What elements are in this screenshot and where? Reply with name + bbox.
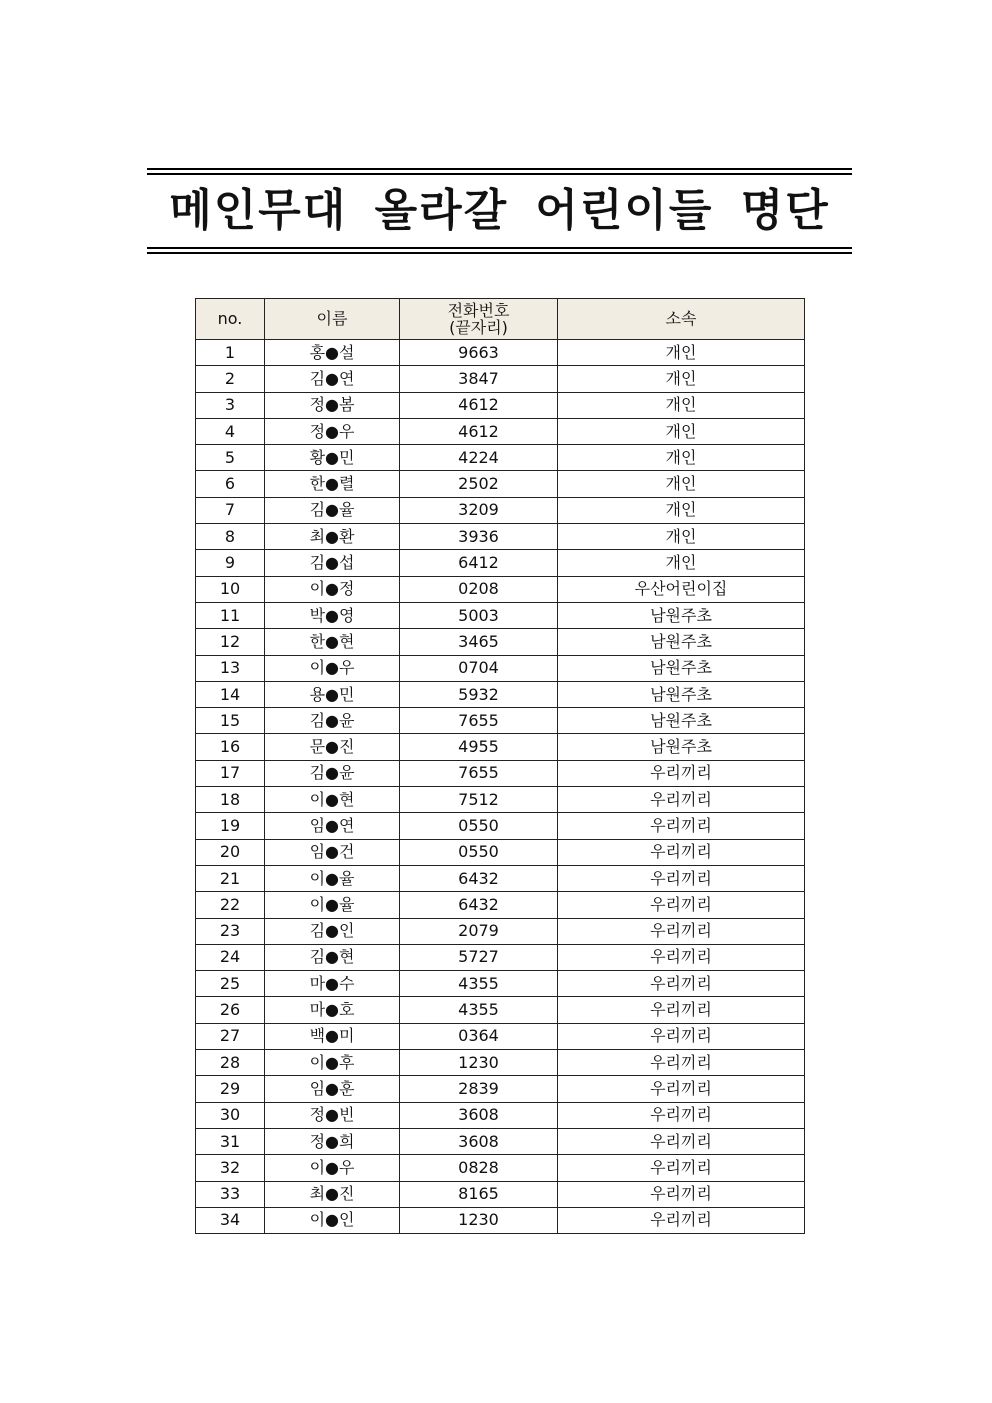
cell-org: 개인 (558, 445, 805, 471)
title-block (147, 168, 852, 254)
table-row (196, 524, 805, 550)
cell-no: 14 (196, 681, 265, 707)
cell-org: 개인 (558, 550, 805, 576)
cell-name: 이●후 (265, 1050, 400, 1076)
cell-no: 16 (196, 734, 265, 760)
cell-org: 개인 (558, 366, 805, 392)
table-row (196, 1076, 805, 1102)
cell-no: 21 (196, 865, 265, 891)
cell-org: 남원주초 (558, 734, 805, 760)
cell-no: 18 (196, 787, 265, 813)
cell-name: 임●연 (265, 813, 400, 839)
cell-no: 5 (196, 445, 265, 471)
cell-phone: 3847 (400, 366, 558, 392)
cell-phone: 8165 (400, 1181, 558, 1207)
cell-no: 33 (196, 1181, 265, 1207)
cell-org: 우리끼리 (558, 1207, 805, 1233)
cell-phone: 3465 (400, 629, 558, 655)
cell-phone: 1230 (400, 1207, 558, 1233)
cell-org: 우리끼리 (558, 971, 805, 997)
cell-org: 개인 (558, 418, 805, 444)
cell-phone: 4955 (400, 734, 558, 760)
cell-org: 남원주초 (558, 629, 805, 655)
cell-name: 이●율 (265, 892, 400, 918)
table-row (196, 708, 805, 734)
cell-name: 김●연 (265, 366, 400, 392)
cell-name: 박●영 (265, 602, 400, 628)
table-row (196, 471, 805, 497)
cell-phone: 6412 (400, 550, 558, 576)
cell-no: 34 (196, 1207, 265, 1233)
cell-phone: 4355 (400, 997, 558, 1023)
table-row (196, 971, 805, 997)
table-row (196, 418, 805, 444)
cell-name: 정●봄 (265, 392, 400, 418)
cell-name: 정●희 (265, 1128, 400, 1154)
cell-name: 최●진 (265, 1181, 400, 1207)
table-row (196, 734, 805, 760)
cell-name: 정●우 (265, 418, 400, 444)
cell-org: 우리끼리 (558, 997, 805, 1023)
table-row (196, 1181, 805, 1207)
cell-name: 김●섭 (265, 550, 400, 576)
cell-org: 개인 (558, 497, 805, 523)
table-row (196, 1128, 805, 1154)
cell-name: 이●인 (265, 1207, 400, 1233)
cell-phone: 0364 (400, 1023, 558, 1049)
table-row (196, 1207, 805, 1233)
table-row (196, 787, 805, 813)
roster-table (195, 298, 805, 1234)
cell-name: 홍●설 (265, 340, 400, 366)
page-title: 메인무대 올라갈 어린이들 명단 (169, 185, 830, 236)
table-row (196, 892, 805, 918)
cell-org: 우리끼리 (558, 918, 805, 944)
table-row (196, 997, 805, 1023)
cell-org: 우산어린이집 (558, 576, 805, 602)
cell-name: 마●수 (265, 971, 400, 997)
cell-org: 우리끼리 (558, 865, 805, 891)
cell-no: 27 (196, 1023, 265, 1049)
table-row (196, 1023, 805, 1049)
header-no: no. (196, 299, 265, 340)
cell-phone: 4612 (400, 392, 558, 418)
cell-no: 31 (196, 1128, 265, 1154)
cell-org: 우리끼리 (558, 892, 805, 918)
cell-name: 문●진 (265, 734, 400, 760)
cell-phone: 7512 (400, 787, 558, 813)
cell-phone: 0828 (400, 1155, 558, 1181)
table-row (196, 681, 805, 707)
cell-org: 남원주초 (558, 681, 805, 707)
cell-no: 30 (196, 1102, 265, 1128)
cell-phone: 0704 (400, 655, 558, 681)
table-header-row (196, 299, 805, 340)
table-row (196, 944, 805, 970)
cell-org: 개인 (558, 340, 805, 366)
cell-org: 우리끼리 (558, 1128, 805, 1154)
cell-name: 임●훈 (265, 1076, 400, 1102)
cell-org: 우리끼리 (558, 1023, 805, 1049)
cell-name: 정●빈 (265, 1102, 400, 1128)
cell-phone: 7655 (400, 760, 558, 786)
header-org: 소속 (558, 299, 805, 340)
cell-name: 백●미 (265, 1023, 400, 1049)
table-row (196, 392, 805, 418)
cell-phone: 6432 (400, 892, 558, 918)
cell-no: 11 (196, 602, 265, 628)
cell-no: 32 (196, 1155, 265, 1181)
cell-phone: 4224 (400, 445, 558, 471)
header-phone-line2: (끝자리) (449, 318, 508, 337)
cell-phone: 4355 (400, 971, 558, 997)
cell-phone: 1230 (400, 1050, 558, 1076)
cell-no: 7 (196, 497, 265, 523)
cell-org: 남원주초 (558, 602, 805, 628)
cell-no: 6 (196, 471, 265, 497)
cell-org: 우리끼리 (558, 1102, 805, 1128)
cell-name: 김●윤 (265, 708, 400, 734)
cell-name: 최●환 (265, 524, 400, 550)
cell-org: 남원주초 (558, 708, 805, 734)
cell-name: 임●건 (265, 839, 400, 865)
cell-phone: 2079 (400, 918, 558, 944)
cell-no: 1 (196, 340, 265, 366)
cell-phone: 0550 (400, 839, 558, 865)
cell-phone: 7655 (400, 708, 558, 734)
cell-phone: 2839 (400, 1076, 558, 1102)
table-row (196, 497, 805, 523)
cell-no: 17 (196, 760, 265, 786)
cell-name: 이●율 (265, 865, 400, 891)
cell-no: 24 (196, 944, 265, 970)
table-row (196, 602, 805, 628)
title-bottom-rule-inner (147, 247, 852, 249)
cell-name: 황●민 (265, 445, 400, 471)
table-row (196, 445, 805, 471)
cell-name: 한●렬 (265, 471, 400, 497)
table-row (196, 865, 805, 891)
cell-org: 우리끼리 (558, 1181, 805, 1207)
cell-no: 4 (196, 418, 265, 444)
cell-org: 우리끼리 (558, 839, 805, 865)
cell-org: 우리끼리 (558, 1076, 805, 1102)
cell-name: 김●율 (265, 497, 400, 523)
cell-phone: 2502 (400, 471, 558, 497)
cell-phone: 5003 (400, 602, 558, 628)
cell-name: 김●인 (265, 918, 400, 944)
cell-phone: 3608 (400, 1102, 558, 1128)
cell-no: 28 (196, 1050, 265, 1076)
title-bottom-rule (147, 252, 852, 254)
cell-no: 10 (196, 576, 265, 602)
cell-org: 우리끼리 (558, 760, 805, 786)
table-row (196, 655, 805, 681)
cell-no: 15 (196, 708, 265, 734)
table-row (196, 839, 805, 865)
cell-no: 19 (196, 813, 265, 839)
cell-phone: 3608 (400, 1128, 558, 1154)
cell-name: 김●현 (265, 944, 400, 970)
cell-org: 우리끼리 (558, 1050, 805, 1076)
cell-no: 29 (196, 1076, 265, 1102)
cell-name: 마●호 (265, 997, 400, 1023)
cell-org: 개인 (558, 471, 805, 497)
title-top-rule (147, 168, 852, 170)
table-row (196, 1155, 805, 1181)
cell-no: 8 (196, 524, 265, 550)
cell-org: 우리끼리 (558, 944, 805, 970)
table-row (196, 918, 805, 944)
cell-org: 개인 (558, 392, 805, 418)
cell-no: 22 (196, 892, 265, 918)
cell-no: 26 (196, 997, 265, 1023)
cell-name: 이●우 (265, 1155, 400, 1181)
cell-phone: 6432 (400, 865, 558, 891)
table-row (196, 629, 805, 655)
cell-phone: 9663 (400, 340, 558, 366)
cell-name: 한●현 (265, 629, 400, 655)
cell-name: 김●윤 (265, 760, 400, 786)
cell-org: 개인 (558, 524, 805, 550)
table-row (196, 1050, 805, 1076)
header-name: 이름 (265, 299, 400, 340)
table-row (196, 576, 805, 602)
cell-phone: 4612 (400, 418, 558, 444)
cell-no: 13 (196, 655, 265, 681)
cell-phone: 3936 (400, 524, 558, 550)
table-row (196, 760, 805, 786)
cell-phone: 3209 (400, 497, 558, 523)
cell-org: 우리끼리 (558, 787, 805, 813)
cell-no: 9 (196, 550, 265, 576)
table-row (196, 340, 805, 366)
cell-phone: 5727 (400, 944, 558, 970)
header-phone (400, 299, 558, 340)
title-top-rule-inner (147, 173, 852, 175)
cell-no: 25 (196, 971, 265, 997)
cell-no: 2 (196, 366, 265, 392)
cell-name: 용●민 (265, 681, 400, 707)
cell-org: 남원주초 (558, 655, 805, 681)
cell-name: 이●현 (265, 787, 400, 813)
cell-no: 12 (196, 629, 265, 655)
cell-no: 23 (196, 918, 265, 944)
cell-org: 우리끼리 (558, 1155, 805, 1181)
cell-no: 20 (196, 839, 265, 865)
header-phone-line1: 전화번호 (447, 301, 510, 320)
cell-name: 이●정 (265, 576, 400, 602)
cell-phone: 5932 (400, 681, 558, 707)
table-row (196, 813, 805, 839)
table-row (196, 550, 805, 576)
table-body (196, 340, 805, 1234)
cell-phone: 0208 (400, 576, 558, 602)
cell-name: 이●우 (265, 655, 400, 681)
table-row (196, 1102, 805, 1128)
cell-org: 우리끼리 (558, 813, 805, 839)
cell-phone: 0550 (400, 813, 558, 839)
cell-no: 3 (196, 392, 265, 418)
table-row (196, 366, 805, 392)
